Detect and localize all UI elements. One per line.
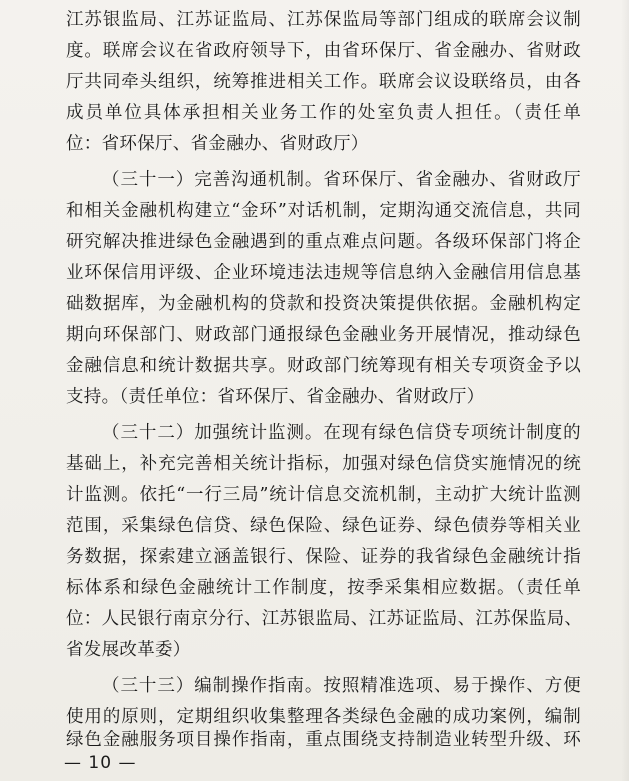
text-line: 金融信息和统计数据共享。财政部门统筹现有相关专项资金予以 [66,356,581,376]
text-line: 江苏银监局、江苏证监局、江苏保监局等部门组成的联席会议制 [66,10,581,30]
page-edge-shadow [621,0,629,781]
section-heading-33: （三十三）编制操作指南。按照精准选项、易于操作、方便 [102,676,581,696]
text-line: 础数据库，为金融机构的贷款和投资决策提供依据。金融机构定 [66,294,581,314]
text-line: 范围，采集绿色信贷、绿色保险、绿色证券、绿色债券等相关业 [66,516,581,536]
text-line: 绿色金融服务项目操作指南，重点围绕支持制造业转型升级、环 [66,730,581,750]
section-heading-31: （三十一）完善沟通机制。省环保厅、省金融办、省财政厅 [102,170,581,190]
text-line: 业环保信用评级、企业环境违法违规等信息纳入金融信用信息基 [66,263,581,283]
text-line: 厅共同牵头组织，统筹推进相关工作。联席会议设联络员，由各 [66,72,581,92]
text-line: 和相关金融机构建立“金环”对话机制，定期沟通交流信息，共同 [66,201,581,221]
text-line: 使用的原则，定期组织收集整理各类绿色金融的成功案例，编制 [66,707,581,727]
text-line: 基础上，补充完善相关统计指标，加强对绿色信贷实施情况的统 [66,454,581,474]
section-heading-32: （三十二）加强统计监测。在现有绿色信贷专项统计制度的 [102,423,581,443]
text-line: 计监测。依托“一行三局”统计信息交流机制，主动扩大统计监测 [66,485,581,505]
text-line: 务数据，探索建立涵盖银行、保险、证券的我省绿色金融统计指 [66,547,581,567]
page-number: — 10 — [64,753,137,773]
text-line: 成员单位具体承担相关业务工作的处室负责人担任。（责任单 [66,103,581,123]
text-line: 标体系和绿色金融统计工作制度，按季采集相应数据。（责任单 [66,578,581,598]
text-line: 省发展改革委） [66,640,191,660]
text-line: 研究解决推进绿色金融遇到的重点难点问题。各级环保部门将企 [66,232,581,252]
text-line: 位：人民银行南京分行、江苏银监局、江苏证监局、江苏保监局、 [66,609,583,629]
text-line: 位：省环保厅、省金融办、省财政厅） [66,134,369,154]
text-line: 支持。（责任单位：省环保厅、省金融办、省财政厅） [66,387,485,407]
text-line: 期向环保部门、财政部门通报绿色金融业务开展情况，推动绿色 [66,325,581,345]
text-line: 度。联席会议在省政府领导下，由省环保厅、省金融办、省财政 [66,41,581,61]
